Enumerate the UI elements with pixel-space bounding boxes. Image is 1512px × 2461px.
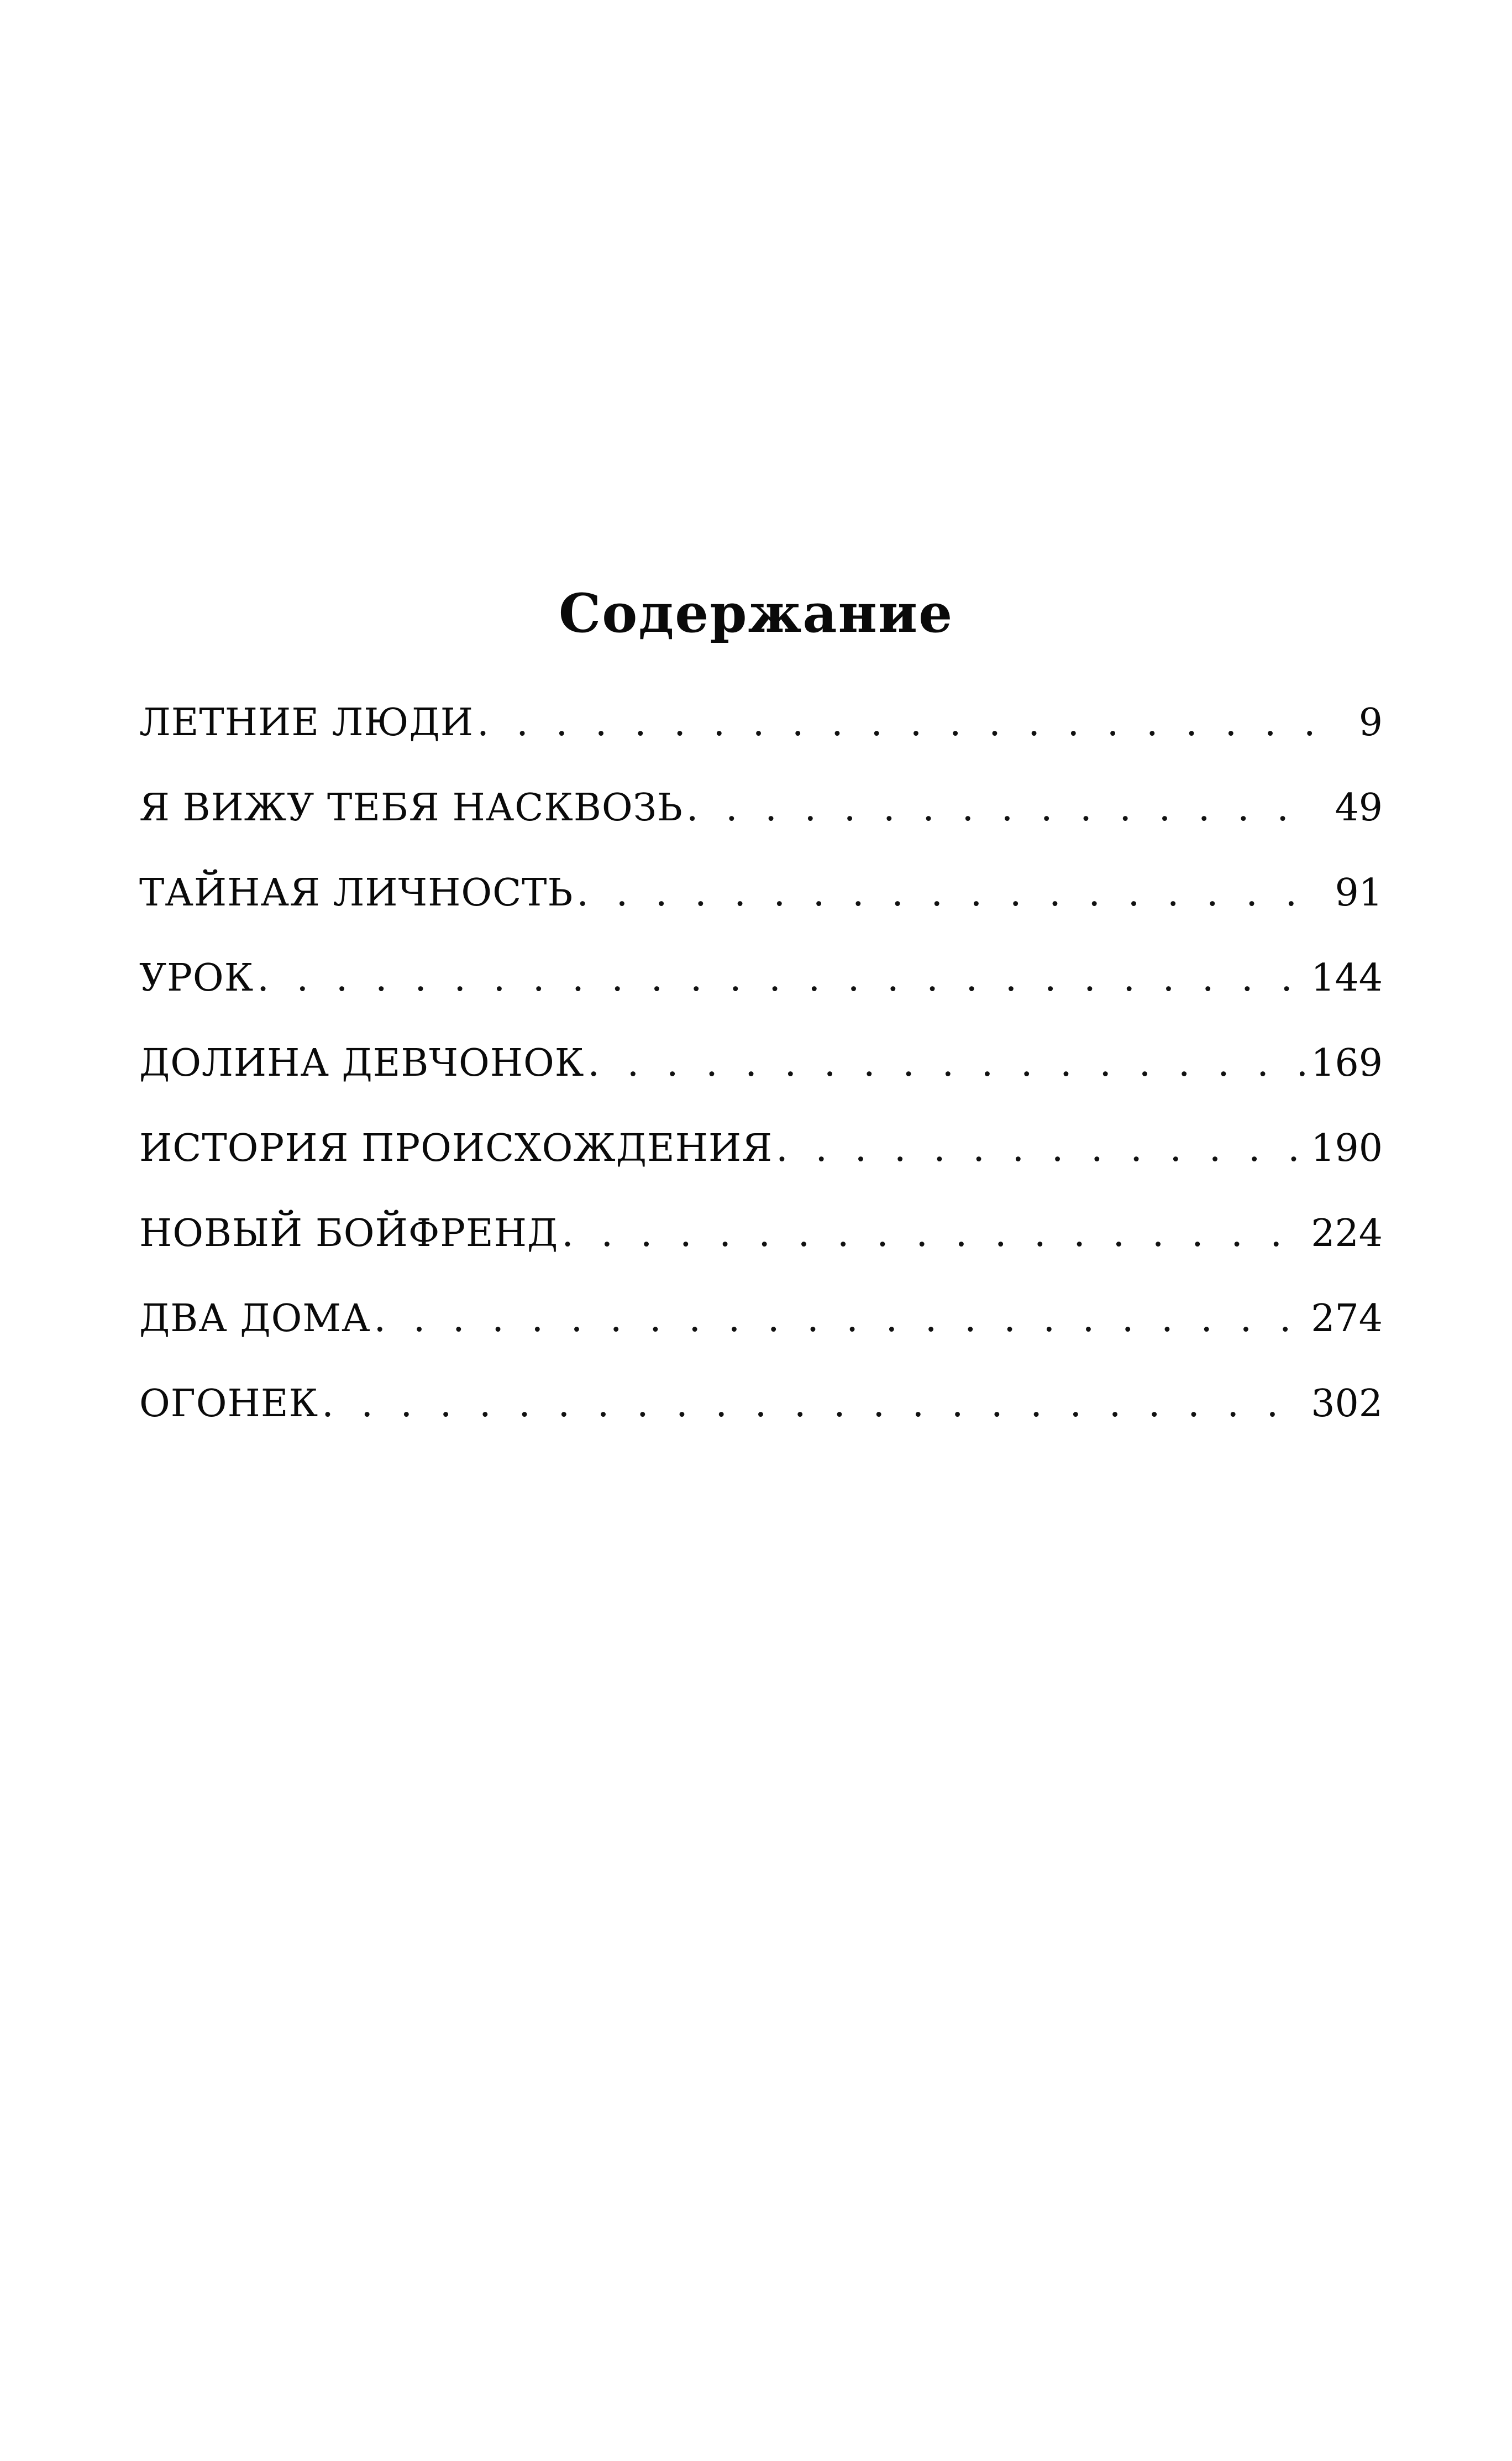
dot-leader	[776, 1121, 1308, 1176]
toc-entry	[139, 1036, 1383, 1121]
toc-entry	[139, 1376, 1383, 1462]
toc-entry	[139, 695, 1383, 781]
toc-entry	[139, 1291, 1383, 1376]
toc-entry	[139, 951, 1383, 1036]
toc-entry-title: ИСТОРИЯ ПРОИСХОЖДЕНИЯ	[139, 1127, 773, 1170]
toc-entry-page: 91	[1335, 871, 1383, 915]
dot-leader	[477, 695, 1319, 751]
toc-entry-page: 169	[1311, 1041, 1383, 1085]
toc-entry-page: 224	[1311, 1212, 1383, 1255]
toc-entry-title: ДОЛИНА ДЕВЧОНОК	[139, 1041, 585, 1085]
toc-entry-page: 49	[1335, 786, 1383, 830]
toc-entry-page: 144	[1311, 956, 1383, 1000]
dot-leader	[322, 1376, 1308, 1432]
dot-leader	[257, 951, 1308, 1006]
dot-leader	[561, 1206, 1308, 1261]
dot-leader	[374, 1291, 1308, 1347]
toc-heading: Содержание	[558, 582, 954, 645]
toc-entry-title: ЛЕТНИЕ ЛЮДИ	[139, 701, 474, 745]
toc-entry-title: НОВЫЙ БОЙФРЕНД	[139, 1212, 559, 1255]
toc-entry-page: 302	[1311, 1382, 1383, 1426]
dot-leader	[686, 781, 1319, 836]
toc-entry-title: ОГОНЕК	[139, 1382, 319, 1426]
dot-leader	[587, 1036, 1308, 1091]
toc-list	[139, 695, 1383, 1462]
dot-leader	[576, 866, 1319, 921]
toc-entry	[139, 866, 1383, 951]
toc-entry	[139, 1206, 1383, 1291]
toc-entry	[139, 1121, 1383, 1206]
toc-entry-title: Я ВИЖУ ТЕБЯ НАСКВОЗЬ	[139, 786, 683, 830]
toc-entry	[139, 781, 1383, 866]
toc-entry-page: 274	[1311, 1297, 1383, 1341]
toc-entry-page: 9	[1358, 701, 1383, 745]
toc-entry-title: ДВА ДОМА	[139, 1297, 371, 1341]
toc-entry-title: ТАЙНАЯ ЛИЧНОСТЬ	[139, 871, 574, 915]
toc-entry-title: УРОК	[139, 956, 254, 1000]
toc-entry-page: 190	[1311, 1127, 1383, 1170]
